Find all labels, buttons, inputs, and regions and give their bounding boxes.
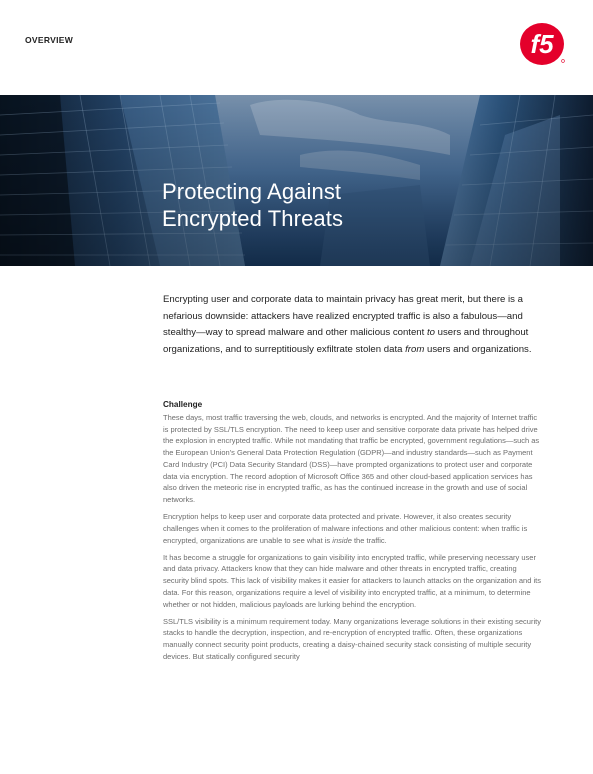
page-title-line-1: Protecting Against [162,179,342,204]
challenge-heading: Challenge [163,400,203,409]
f5-logo-text: f5 [530,29,554,59]
challenge-p2-text-2: the traffic. [351,535,387,545]
challenge-paragraph-2 [163,511,543,546]
challenge-p2-emphasis: inside [332,535,352,545]
challenge-paragraph-3: It has become a struggle for organizations to gain visibility into encrypted traffic, while preserving necessary user and data privacy. Attackers know that they can hide malware and other threats in encrypted traffic, creating security blind spots. This lack of visibility makes it easier for attackers to launch attacks on the organization and its data. For this reason, organizations require a level of visibility into encrypted traffic, at a minimum, to determine whether or not hidden, malicious payloads are lurking behind the encryption. [163,552,541,609]
page-title-line-2: Encrypted Threats [162,206,344,231]
hero-banner [0,95,593,266]
intro-text-3: users and organizations. [424,343,532,355]
intro-emphasis-to: to [426,327,435,339]
intro-emphasis-from: from [405,343,425,355]
section-label: OVERVIEW [25,35,74,45]
challenge-p2-text-1: Encryption helps to keep user and corporate data protected and private. However, it also creates security challenges when it comes to the proliferation of malware infections and other malicious content: when traffic is encrypted, organizations are unable to see what is [163,512,528,545]
intro-paragraph [163,292,543,358]
f5-logo [519,22,565,66]
page-title [162,178,343,232]
challenge-section [163,400,543,668]
challenge-paragraph-1: These days, most traffic traversing the web, clouds, and networks is encrypted. And the majority of Internet traffic is protected by SSL/TLS encryption. The need to keep user and sensitive corporate data private has helped drive the explosion in encrypted traffic. While not mandating that traffic be encrypted, government regulations—such as the European Union's General Data Protection Regulation (GDPR)—and industry standards—such as Payment Card Industry (PCI) Data Security Standard (DSS)—have prompted organizations to protect user and corporate data via encryption. The record adoption of Microsoft Office 365 and other cloud-based application services has also driven the meteoric rise in encrypted traffic, as has the continued increase in the growth and use of social networks. [163,413,540,504]
page-header [0,0,593,95]
intro-text-2: users and throughout organizations, and to surreptitiously exfiltrate stolen data [163,327,529,355]
intro-text-1: Encrypting user and corporate data to maintain privacy has great merit, but there is a nefarious downside: attackers have realized encrypted traffic is also a fabulous—and stealthy—way to spread malware and other malicious content [163,294,523,339]
challenge-paragraph-4: SSL/TLS visibility is a minimum requirement today. Many organizations leverage solutions in their existing security stacks to handle the decryption, inspection, and re-encryption of encrypted traffic. Often, these organizations manually connect security point products, creating a daisy-chained security stack consisting of multiple security devices. But statically configured security [163,616,541,661]
